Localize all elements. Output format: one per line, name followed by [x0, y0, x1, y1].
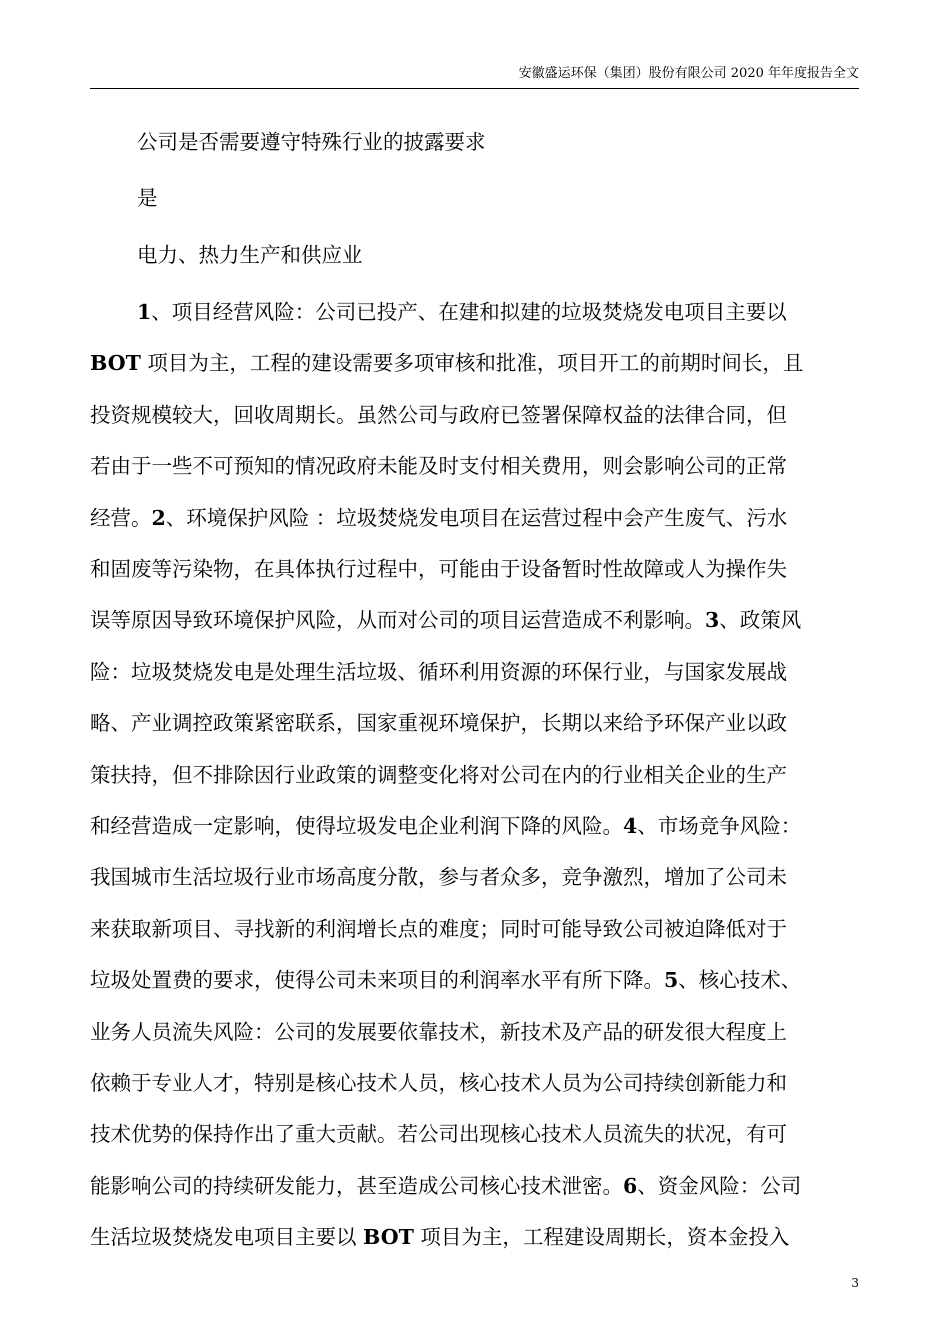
paragraph-line [90, 557, 860, 582]
text-run: 、核心技术、 [678, 968, 802, 993]
item-marker: 2 [151, 505, 166, 530]
text-run: 策扶持，但不排除因行业政策的调整变化将对公司在内的行业相关企业的生产 [90, 762, 787, 787]
paragraph-line [90, 814, 860, 839]
text-run: 投资规模较大，回收周期长。虽然公司与政府已签署保障权益的法律合同，但 [90, 402, 787, 427]
paragraph-line [90, 1225, 860, 1250]
text-run: 依赖于专业人才，特别是核心技术人员，核心技术人员为公司持续创新能力和 [90, 1071, 787, 1095]
text-run: 和经营造成一定影响，使得垃圾发电企业利润下降的风险。 [90, 814, 623, 838]
paragraph-line [90, 1071, 860, 1096]
paragraph-line [137, 300, 860, 325]
paragraph-line [90, 608, 860, 633]
page-number: 3 [851, 1276, 859, 1290]
paragraph-line [90, 1174, 860, 1199]
paragraph-line [90, 763, 860, 788]
paragraph-line [90, 865, 860, 890]
text-run: 来获取新项目、寻找新的利润增长点的难度；同时可能导致公司被迫降低对于 [90, 916, 787, 941]
paragraph-line [90, 506, 860, 531]
item-marker: 3 [705, 608, 720, 633]
text-run: 略、产业调控政策紧密联系，国家重视环境保护，长期以来给予环保产业以政 [90, 711, 787, 736]
text-run: 、政策风 [719, 608, 802, 633]
text-run: 、资金风险：公司 [637, 1173, 802, 1198]
text-run: 我国城市生活垃圾行业市场高度分散，参与者众多，竞争激烈，增加了公司未 [90, 865, 787, 890]
text-run: 项目为主，工程的建设需要多项审核和批准，项目开工的前期时间长，且 [140, 351, 804, 376]
page-header [90, 62, 859, 89]
paragraph-line [90, 1122, 860, 1147]
text-run: 技术优势的保持作出了重大贡献。若公司出现核心技术人员流失的状况，有可 [90, 1122, 787, 1147]
paragraph-line [90, 968, 860, 993]
text-run: 险：垃圾焚烧发电是处理生活垃圾、循环利用资源的环保行业，与国家发展战 [90, 659, 787, 684]
text-run: 误等原因导致环境保护风险，从而对公司的项目运营造成不利影响。 [90, 608, 705, 633]
item-marker: 1 [137, 300, 152, 324]
paragraph-line [90, 1020, 860, 1045]
text-run: 若由于一些不可预知的情况政府未能及时支付相关费用，则会影响公司的正常 [90, 454, 787, 479]
disclosure-question: 公司是否需要遵守特殊行业的披露要求 [137, 130, 486, 154]
paragraph-line [90, 711, 860, 736]
text-run: 、项目经营风险：公司已投产、在建和拟建的垃圾焚烧发电项目主要以 [151, 300, 787, 324]
report-title: 安徽盛运环保（集团）股份有限公司 2020 年年度报告全文 [518, 66, 859, 81]
item-marker: 4 [623, 814, 638, 838]
text-run: 经营。 [90, 505, 152, 530]
paragraph-line [90, 660, 860, 685]
text-run: 、市场竞争风险： [637, 814, 802, 838]
text-run: 、环境保护风险 ：垃圾焚烧发电项目在运营过程中会产生废气、污水 [165, 505, 788, 530]
text-run: 业务人员流失风险：公司的发展要依靠技术，新技术及产品的研发很大程度上 [90, 1019, 787, 1044]
text-run: 垃圾处置费的要求，使得公司未来项目的利润率水平有所下降。 [90, 968, 664, 993]
item-marker: BOT [90, 351, 141, 376]
text-run: 生活垃圾焚烧发电项目主要以 [90, 1225, 364, 1250]
paragraph-line [90, 917, 860, 942]
item-marker: 6 [623, 1173, 638, 1198]
paragraph-line [90, 454, 860, 479]
item-marker: BOT [363, 1225, 414, 1250]
item-marker: 5 [664, 968, 679, 993]
text-run: 项目为主，工程建设周期长，资本金投入 [413, 1225, 790, 1250]
text-run: 能影响公司的持续研发能力，甚至造成公司核心技术泄密。 [90, 1173, 623, 1198]
paragraph-line [90, 351, 860, 376]
disclosure-answer: 是 [137, 186, 158, 210]
industry-classification: 电力、热力生产和供应业 [137, 243, 363, 267]
text-run: 和固废等污染物，在具体执行过程中，可能由于设备暂时性故障或人为操作失 [90, 557, 787, 581]
paragraph-line [90, 403, 860, 428]
